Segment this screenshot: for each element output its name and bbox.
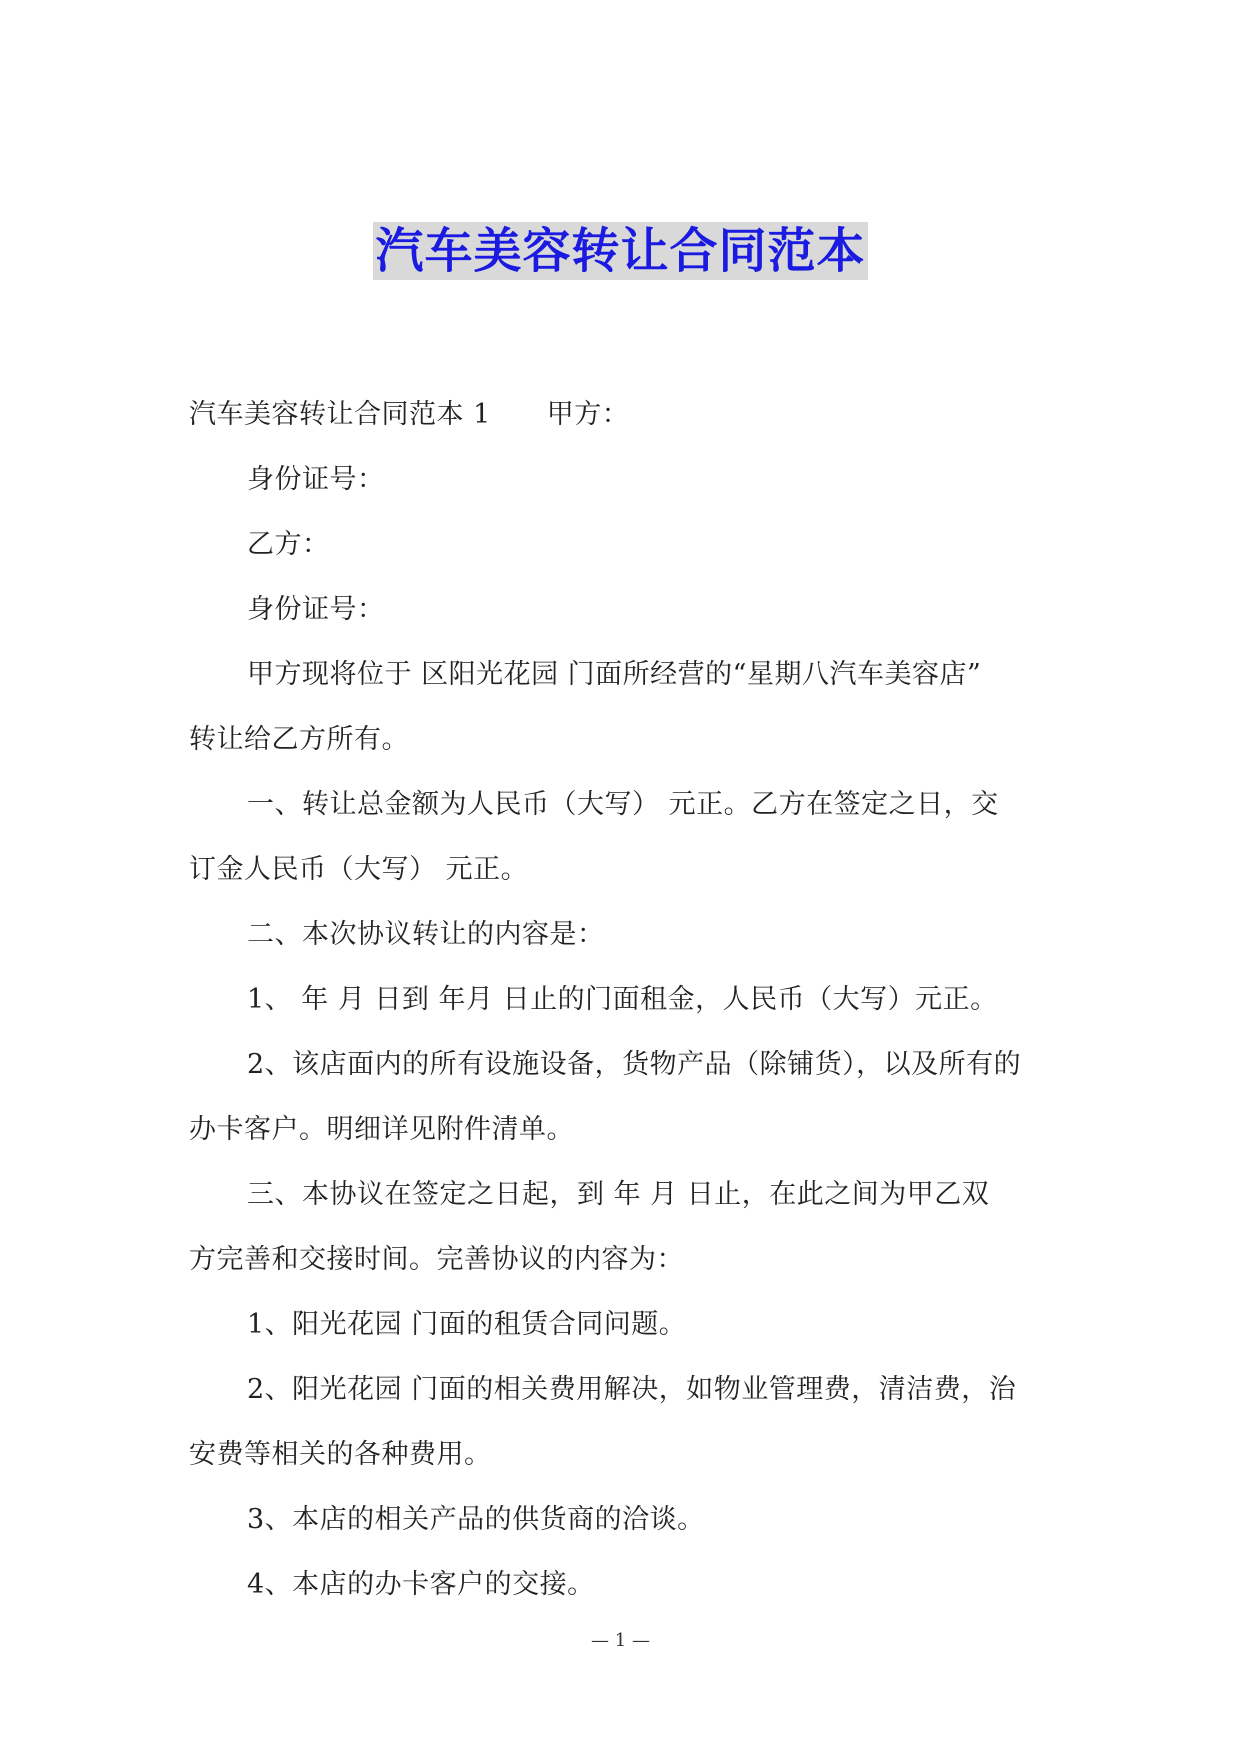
text-line: 甲方现将位于 区阳光花园 门面所经营的“星期八汽车美容店” <box>247 659 982 690</box>
text-line: 2、该店面内的所有设施设备，货物产品（除铺货），以及所有的 <box>247 1049 1022 1080</box>
text-line: 1、 年 月 日到 年月 日止的门面租金，人民币（大写）元正。 <box>247 984 998 1015</box>
text-line: 办卡客户。明细详见附件清单。 <box>189 1114 574 1145</box>
paragraph-lines <box>189 447 1059 1617</box>
title-container <box>0 222 1241 280</box>
party-a-label: 甲方： <box>546 399 630 430</box>
document-body <box>189 382 1059 1617</box>
text-line: 4、本店的办卡客户的交接。 <box>247 1569 595 1600</box>
text-line: 一、转让总金额为人民币（大写） 元正。乙方在签定之日，交 <box>247 789 999 820</box>
text-line: 转让给乙方所有。 <box>189 724 409 755</box>
document-title: 汽车美容转让合同范本 <box>375 223 866 279</box>
text-line: 身份证号： <box>247 464 385 495</box>
text-line: 二、本次协议转让的内容是： <box>247 919 605 950</box>
text-line: 3、本店的相关产品的供货商的洽谈。 <box>247 1504 705 1535</box>
page-number: — 1 — <box>591 1630 650 1651</box>
text-line: 乙方： <box>247 529 330 560</box>
text-line: 三、本协议在签定之日起，到 年 月 日止，在此之间为甲乙双 <box>247 1179 990 1210</box>
contract-heading: 汽车美容转让合同范本 1 <box>189 399 491 430</box>
text-line: 2、阳光花园 门面的相关费用解决，如物业管理费，清洁费，治 <box>247 1374 1017 1405</box>
text-line: 1、阳光花园 门面的租赁合同问题。 <box>247 1309 687 1340</box>
text-line: 方完善和交接时间。完善协议的内容为： <box>189 1244 684 1275</box>
first-line <box>189 382 1059 447</box>
text-line: 订金人民币（大写） 元正。 <box>189 854 529 885</box>
text-line: 安费等相关的各种费用。 <box>189 1439 492 1470</box>
text-line: 身份证号： <box>247 594 385 625</box>
